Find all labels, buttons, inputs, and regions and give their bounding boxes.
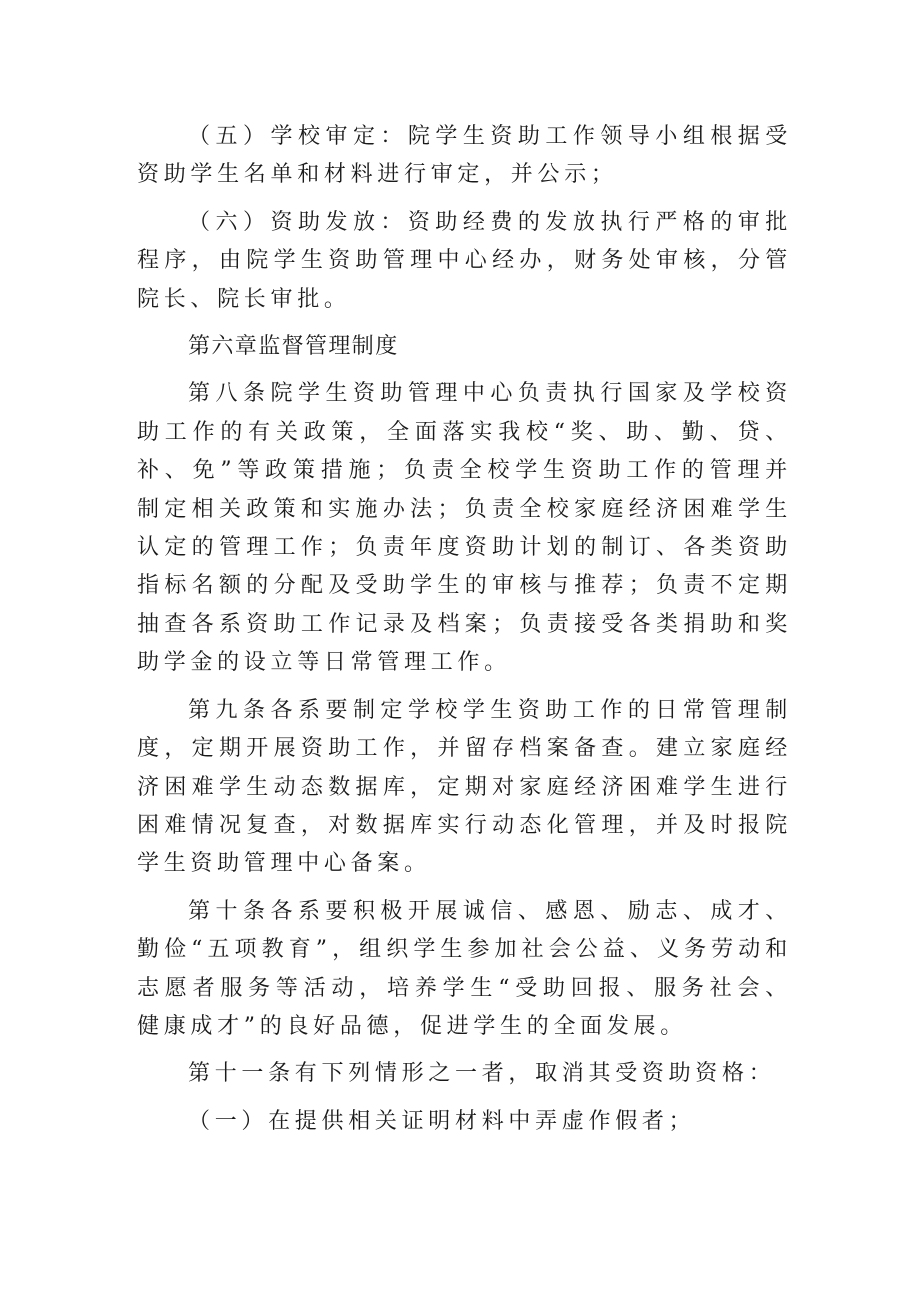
paragraph-article-10: 第十条各系要积极开展诚信、感恩、励志、成才、勤俭“五项教育”，组织学生参加社会公益、义务劳动和志愿者服务等活动，培养学生“受助回报、服务社会、健康成才”的良好品德，促进学生的全面发展。	[137, 898, 792, 1039]
paragraph-funding-disbursement: （六）资助发放：资助经费的发放执行严格的审批程序，由院学生资助管理中心经办，财务处审核，分管院长、院长审批。	[137, 209, 792, 312]
paragraph-article-9: 第九条各系要制定学校学生资助工作的日常管理制度，定期开展资助工作，并留存档案备查。建立家庭经济困难学生动态数据库，定期对家庭经济困难学生进行困难情况复查，对数据库实行动态化管理，并及时报院学生资助管理中心备案。	[137, 697, 792, 877]
paragraph-item-1: （一）在提供相关证明材料中弄虚作假者；	[188, 1108, 696, 1134]
paragraph-article-8: 第八条院学生资助管理中心负责执行国家及学校资助工作的有关政策，全面落实我校“奖、助、勤、贷、补、免”等政策措施；负责全校学生资助工作的管理并制定相关政策和实施办法；负责全校家庭经济困难学生认定的管理工作；负责年度资助计划的制订、各类资助指标名额的分配及受助学生的审核与推荐；负责不定期抽查各系资助工作记录及档案；负责接受各类捐助和奖助学金的设立等日常管理工作。	[137, 381, 792, 676]
chapter-heading: 第六章监督管理制度	[188, 334, 399, 360]
paragraph-school-review: （五）学校审定：院学生资助工作领导小组根据受资助学生名单和材料进行审定，并公示；	[137, 124, 792, 188]
paragraph-article-11: 第十一条有下列情形之一者，取消其受资助资格：	[188, 1061, 776, 1087]
